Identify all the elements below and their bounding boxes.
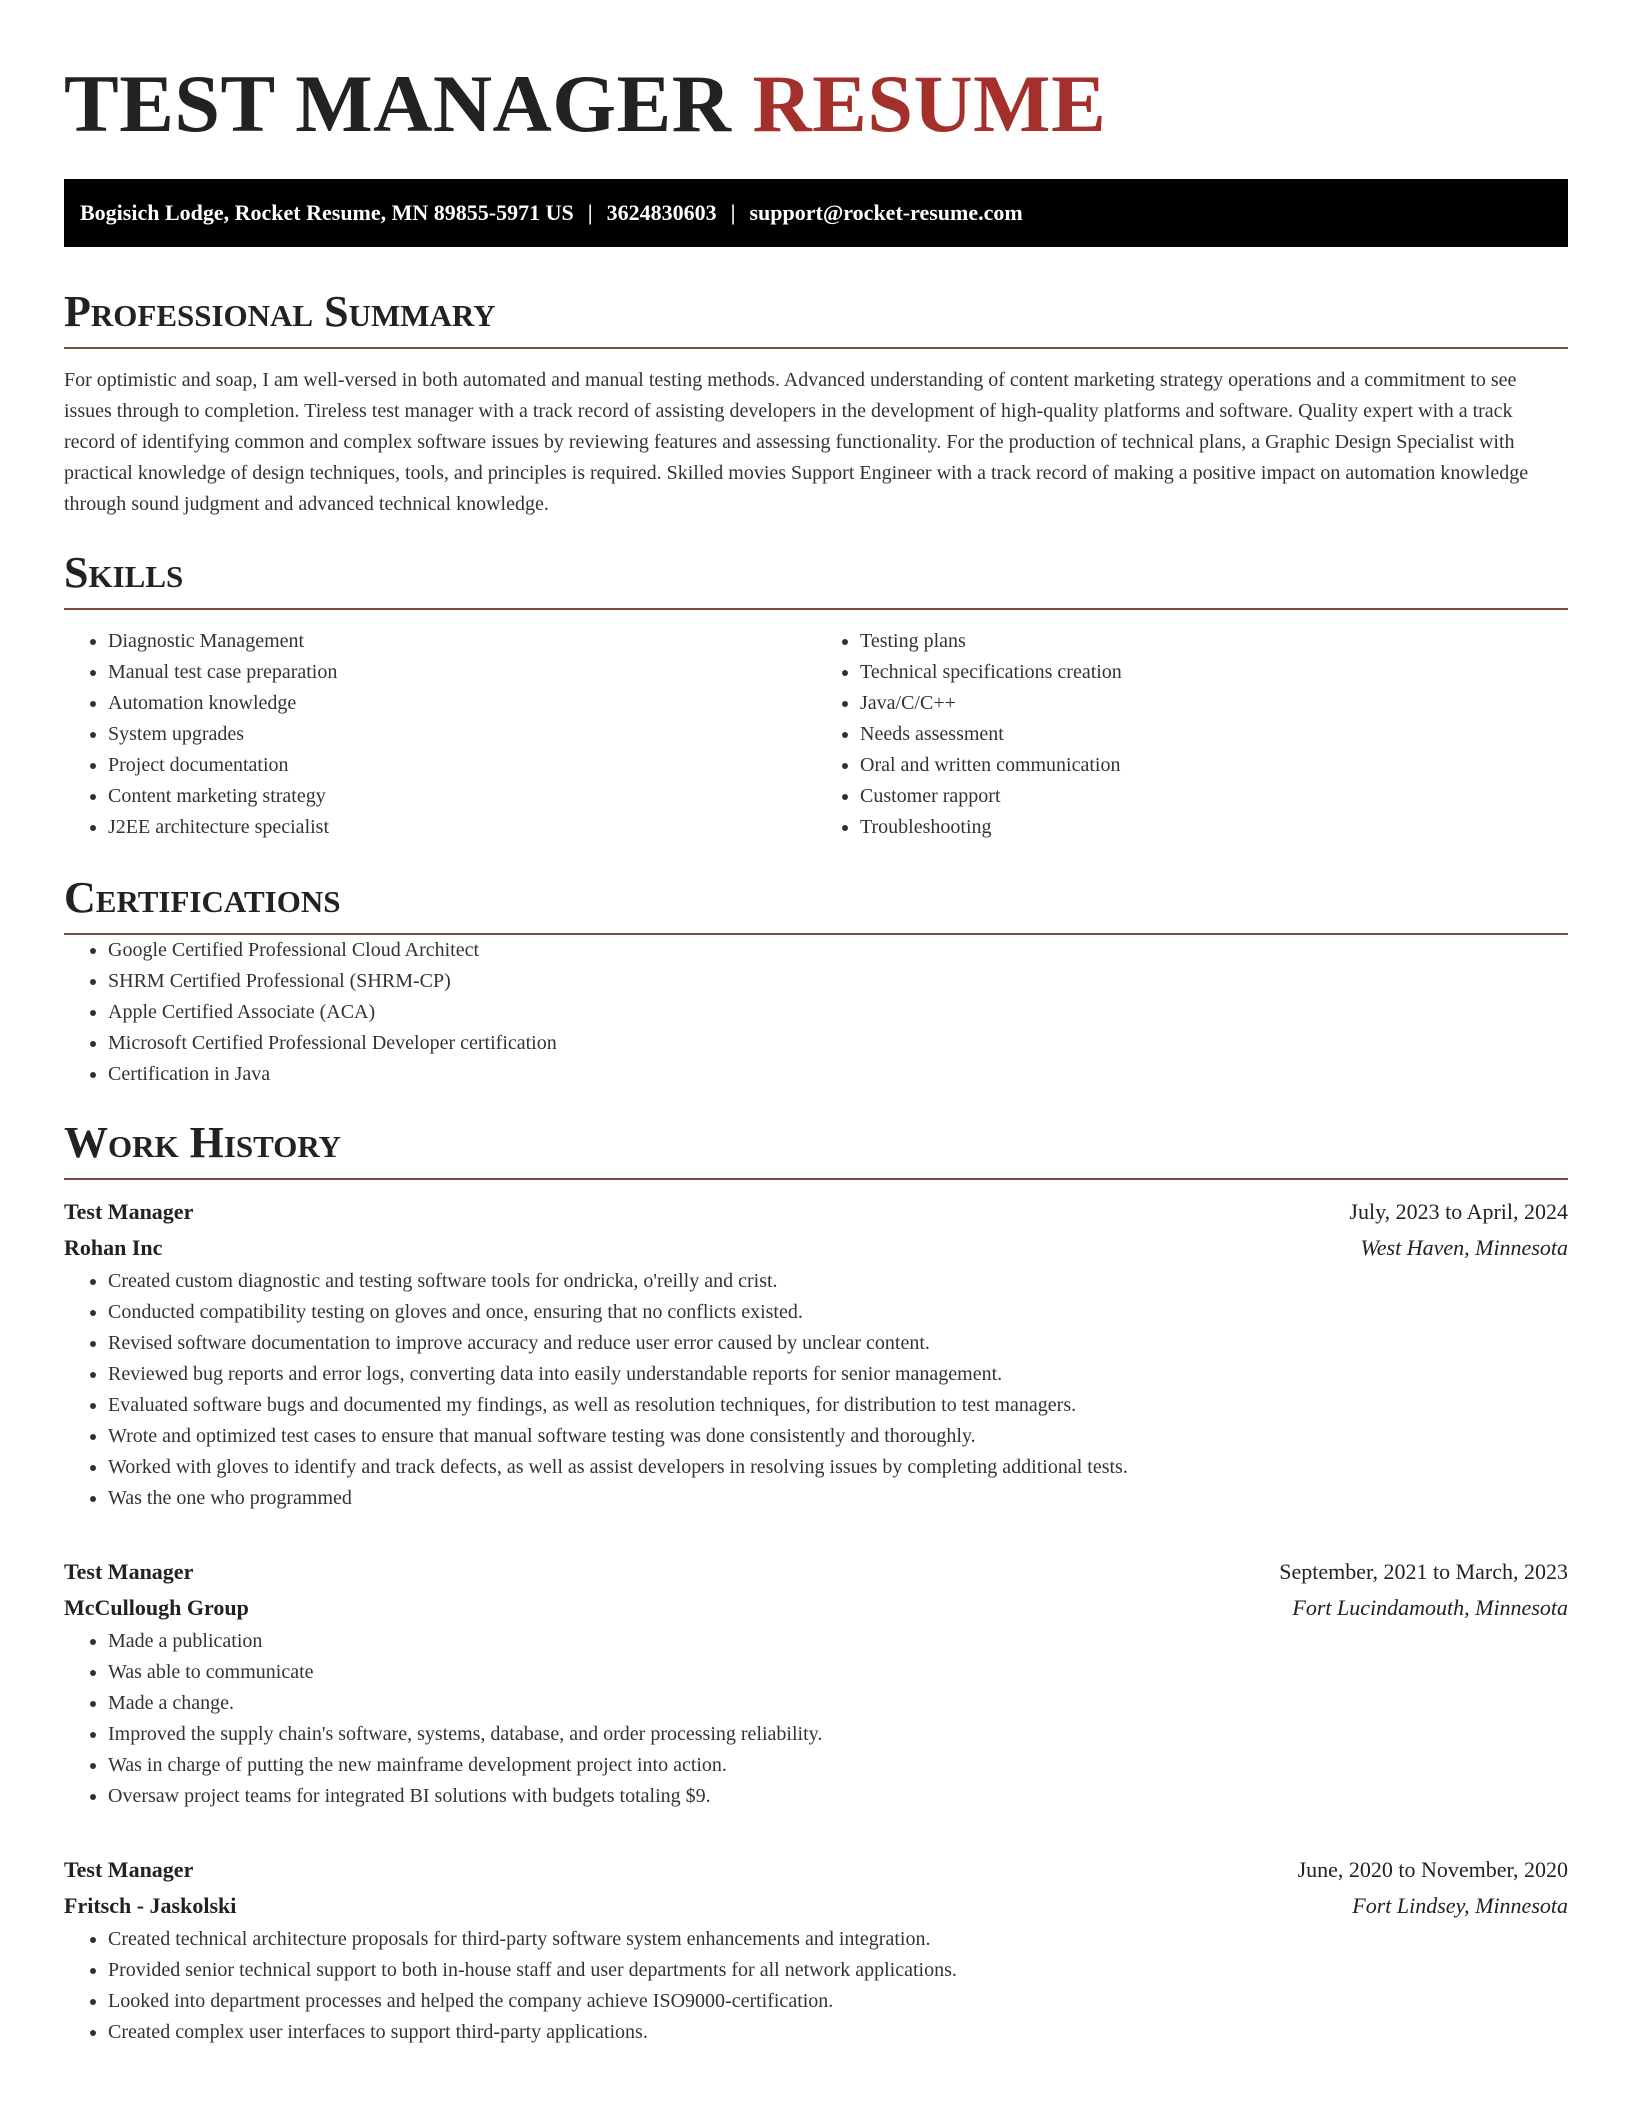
job-duty-item: • Conducted compatibility testing on gloves and once, ensuring that no conflicts existed.	[108, 1297, 1568, 1328]
contact-address: Bogisich Lodge, Rocket Resume, MN 89855-5971 US	[80, 200, 574, 225]
job-company: McCullough Group	[64, 1595, 249, 1620]
skill-item: • Troubleshooting	[860, 812, 1568, 843]
certifications-section	[64, 873, 1568, 1090]
certification-item: • Microsoft Certified Professional Developer certification	[108, 1028, 1568, 1059]
job-header-row	[64, 1194, 1568, 1230]
certifications-list	[64, 935, 1568, 1090]
skill-item: • Automation knowledge	[108, 688, 816, 719]
job-company: Fritsch - Jaskolski	[64, 1893, 237, 1918]
job-location: Fort Lindsey, Minnesota	[1352, 1893, 1568, 1918]
skill-item: • Project documentation	[108, 750, 816, 781]
certification-item: • SHRM Certified Professional (SHRM-CP)	[108, 966, 1568, 997]
certification-item: • Certification in Java	[108, 1059, 1568, 1090]
job-title: Test Manager	[64, 1559, 194, 1584]
contact-phone: 3624830603	[606, 200, 717, 225]
job-duty-item: • Created technical architecture proposals for third-party software system enhancements and integration.	[108, 1924, 1568, 1955]
contact-bar	[64, 179, 1568, 247]
work-history-section	[64, 1118, 1568, 2048]
job-location: West Haven, Minnesota	[1360, 1235, 1568, 1260]
job-duty-item: • Provided senior technical support to both in-house staff and user departments for all network applications.	[108, 1955, 1568, 1986]
contact-separator: |	[587, 200, 593, 225]
skill-item: • Technical specifications creation	[860, 657, 1568, 688]
skill-item: • Oral and written communication	[860, 750, 1568, 781]
job-title: Test Manager	[64, 1857, 194, 1882]
certification-item: • Apple Certified Associate (ACA)	[108, 997, 1568, 1028]
job-title: Test Manager	[64, 1199, 194, 1224]
job-duties-list	[64, 1266, 1568, 1514]
job-duty-item: • Was in charge of putting the new mainframe development project into action.	[108, 1750, 1568, 1781]
job-duty-item: • Created complex user interfaces to support third-party applications.	[108, 2017, 1568, 2048]
skill-item: • Content marketing strategy	[108, 781, 816, 812]
job-entry	[64, 1554, 1568, 1812]
skills-column-left	[64, 626, 816, 843]
skill-item: • Diagnostic Management	[108, 626, 816, 657]
job-duty-item: • Revised software documentation to improve accuracy and reduce user error caused by unclear content.	[108, 1328, 1568, 1359]
job-duty-item: • Oversaw project teams for integrated BI solutions with budgets totaling $9.	[108, 1781, 1568, 1812]
skills-column-right	[816, 626, 1568, 843]
job-duty-item: • Was able to communicate	[108, 1657, 1568, 1688]
job-entry	[64, 1852, 1568, 2048]
contact-separator: |	[730, 200, 736, 225]
job-duty-item: • Wrote and optimized test cases to ensure that manual software testing was done consistently and thoroughly.	[108, 1421, 1568, 1452]
resume-title	[64, 0, 1568, 152]
job-duty-item: • Made a publication	[108, 1626, 1568, 1657]
job-header-row	[64, 1852, 1568, 1888]
job-company-row	[64, 1230, 1568, 1266]
job-company-row	[64, 1888, 1568, 1924]
skills-grid	[64, 626, 1568, 843]
job-duty-item: • Created custom diagnostic and testing software tools for ondricka, o'reilly and crist.	[108, 1266, 1568, 1297]
skills-list-left	[64, 626, 816, 843]
job-location: Fort Lucindamouth, Minnesota	[1292, 1595, 1568, 1620]
job-duty-item: • Was the one who programmed	[108, 1483, 1568, 1514]
job-duties-list	[64, 1626, 1568, 1812]
skills-list-right	[816, 626, 1568, 843]
certifications-heading: Certifications	[64, 873, 1568, 935]
skill-item: • J2EE architecture specialist	[108, 812, 816, 843]
work-history-heading: Work History	[64, 1118, 1568, 1180]
job-dates: September, 2021 to March, 2023	[1279, 1559, 1568, 1584]
title-accent: RESUME	[752, 58, 1107, 149]
skill-item: • Testing plans	[860, 626, 1568, 657]
summary-text: For optimistic and soap, I am well-versed in both automated and manual testing methods. Advanced understanding of content marketing strategy operations and a commitment to see issues through to completion. Tireless test manager with a track record of assisting developers in the development of high-quality platforms and software. Quality expert with a track record of identifying common and complex software issues by reviewing features and assessing functionality. For the production of technical plans, a Graphic Design Specialist with practical knowledge of design techniques, tools, and principles is required. Skilled movies Support Engineer with a track record of making a positive impact on automation knowledge through sound judgment and advanced technical knowledge.	[64, 369, 1529, 515]
job-duty-item: • Reviewed bug reports and error logs, converting data into easily understandable reports for senior management.	[108, 1359, 1568, 1390]
skill-item: • Java/C/C++	[860, 688, 1568, 719]
certification-item: • Google Certified Professional Cloud Architect	[108, 935, 1568, 966]
job-duty-item: • Worked with gloves to identify and track defects, as well as assist developers in resolving issues by completing additional tests.	[108, 1452, 1568, 1483]
skill-item: • Needs assessment	[860, 719, 1568, 750]
contact-email: support@rocket-resume.com	[749, 200, 1023, 225]
job-company-row	[64, 1590, 1568, 1626]
skills-section	[64, 548, 1568, 843]
title-main: TEST MANAGER	[64, 58, 732, 149]
job-dates: July, 2023 to April, 2024	[1349, 1199, 1568, 1224]
job-duty-item: • Made a change.	[108, 1688, 1568, 1719]
job-duty-item: • Looked into department processes and helped the company achieve ISO9000-certification.	[108, 1986, 1568, 2017]
job-company: Rohan Inc	[64, 1235, 163, 1260]
skills-heading: Skills	[64, 548, 1568, 610]
job-duty-item: • Improved the supply chain's software, systems, database, and order processing reliability.	[108, 1719, 1568, 1750]
summary-heading: Professional Summary	[64, 287, 1568, 349]
job-header-row	[64, 1554, 1568, 1590]
skill-item: • Customer rapport	[860, 781, 1568, 812]
skill-item: • System upgrades	[108, 719, 816, 750]
job-duties-list	[64, 1924, 1568, 2048]
job-dates: June, 2020 to November, 2020	[1297, 1857, 1568, 1882]
skill-item: • Manual test case preparation	[108, 657, 816, 688]
job-entry	[64, 1194, 1568, 1514]
summary-section	[64, 287, 1568, 520]
job-duty-item: • Evaluated software bugs and documented my findings, as well as resolution techniques, for distribution to test managers.	[108, 1390, 1568, 1421]
